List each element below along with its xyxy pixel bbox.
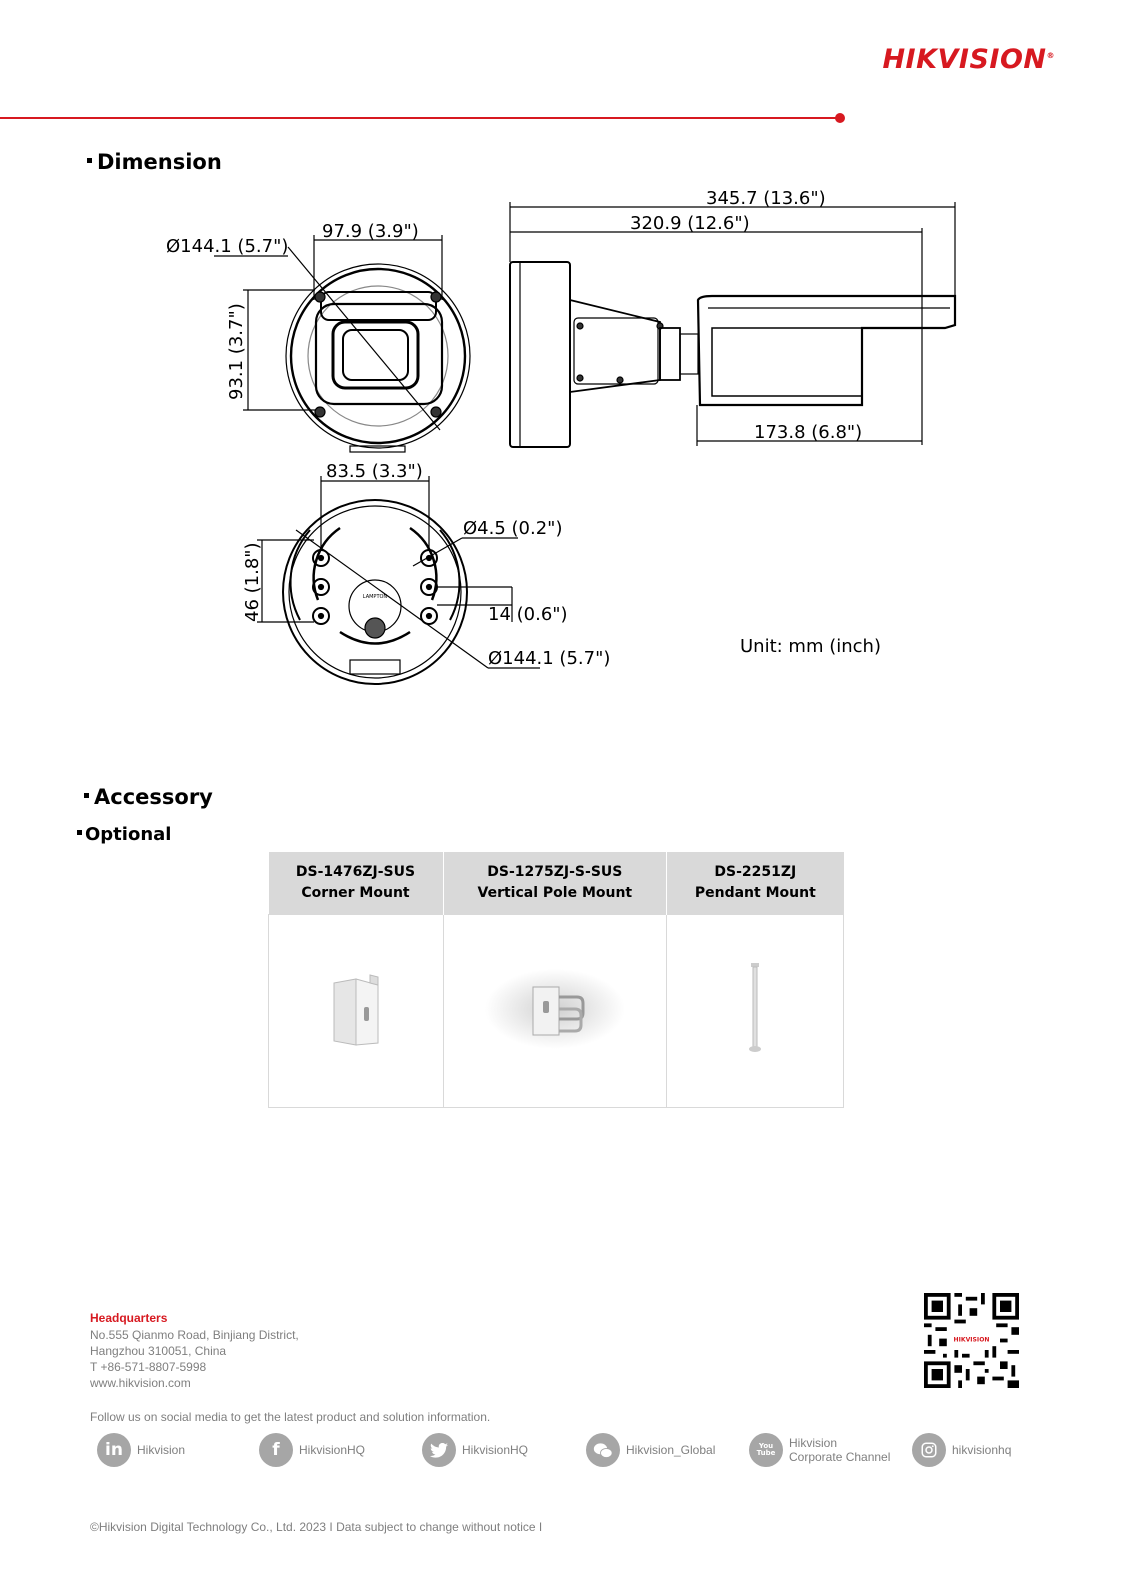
hq-phone: T +86-571-8807-5998 bbox=[90, 1360, 207, 1374]
accessory-table bbox=[268, 852, 844, 1108]
social-instagram[interactable] bbox=[912, 1433, 1011, 1467]
side-view bbox=[510, 202, 955, 447]
copyright: ©Hikvision Digital Technology Co., Ltd. 2023 I Data subject to change without notice I bbox=[90, 1520, 543, 1534]
base-height-label: 46 (1.8") bbox=[242, 542, 263, 622]
hole-spacing-label: 14 (0.6") bbox=[488, 604, 568, 625]
qr-logo-text: HIKVISION bbox=[953, 1336, 990, 1344]
accessory-heading: Accessory bbox=[84, 785, 213, 809]
pendant-mount-image bbox=[667, 915, 844, 1108]
base-diameter-label: Ø144.1 (5.7") bbox=[488, 648, 611, 669]
dimension-heading: Dimension bbox=[87, 150, 222, 174]
optional-subheading: Optional bbox=[77, 824, 171, 845]
youtube-icon: You Tube bbox=[749, 1433, 783, 1467]
hq-address-2: Hangzhou 310051, China bbox=[90, 1344, 227, 1358]
social-wechat[interactable] bbox=[586, 1433, 715, 1467]
dimension-drawing bbox=[0, 0, 1121, 760]
front-diameter-label: Ø144.1 (5.7") bbox=[166, 236, 289, 257]
social-youtube[interactable] bbox=[749, 1433, 890, 1467]
twitter-icon bbox=[422, 1433, 456, 1467]
social-linkedin[interactable] bbox=[97, 1433, 185, 1467]
hq-website[interactable]: www.hikvision.com bbox=[90, 1376, 191, 1390]
lens-brand-text: LAMPTON bbox=[362, 594, 388, 600]
social-facebook[interactable] bbox=[259, 1433, 365, 1467]
facebook-icon: f bbox=[259, 1433, 293, 1467]
length2-label: 320.9 (12.6") bbox=[630, 213, 750, 234]
body-length-label: 173.8 (6.8") bbox=[754, 422, 863, 443]
accessory-header-2: DS-1275ZJ-S-SUS Vertical Pole Mount bbox=[443, 852, 667, 915]
social-label: Hikvision bbox=[137, 1443, 186, 1457]
social-label: hikvisionhq bbox=[952, 1443, 1012, 1457]
wechat-icon bbox=[586, 1433, 620, 1467]
front-view bbox=[214, 235, 470, 452]
hikvision-logo: HIKVISION® bbox=[882, 44, 1055, 75]
qr-code bbox=[924, 1293, 1019, 1388]
hole-diameter-label: Ø4.5 (0.2") bbox=[463, 518, 563, 539]
hq-title: Headquarters bbox=[90, 1311, 168, 1325]
social-twitter[interactable] bbox=[422, 1433, 528, 1467]
accessory-header-3: DS-2251ZJ Pendant Mount bbox=[667, 852, 844, 915]
linkedin-icon: in bbox=[97, 1433, 131, 1467]
front-width-label: 97.9 (3.9") bbox=[322, 221, 419, 242]
front-height-label: 93.1 (3.7") bbox=[226, 303, 247, 400]
follow-text: Follow us on social media to get the latest product and solution information. bbox=[90, 1410, 491, 1424]
social-label: Hikvision Corporate Channel bbox=[789, 1436, 891, 1464]
instagram-icon bbox=[912, 1433, 946, 1467]
hq-address-1: No.555 Qianmo Road, Binjiang District, bbox=[90, 1328, 299, 1342]
total-length-label: 345.7 (13.6") bbox=[706, 188, 826, 209]
corner-mount-image bbox=[269, 915, 444, 1108]
social-label: HikvisionHQ bbox=[299, 1443, 366, 1457]
social-label: HikvisionHQ bbox=[462, 1443, 529, 1457]
accessory-header-1: DS-1476ZJ-SUS Corner Mount bbox=[269, 852, 444, 915]
social-label: Hikvision_Global bbox=[626, 1443, 716, 1457]
unit-label: Unit: mm (inch) bbox=[740, 636, 881, 657]
vertical-pole-mount-image bbox=[443, 915, 667, 1108]
base-width-label: 83.5 (3.3") bbox=[326, 461, 423, 482]
